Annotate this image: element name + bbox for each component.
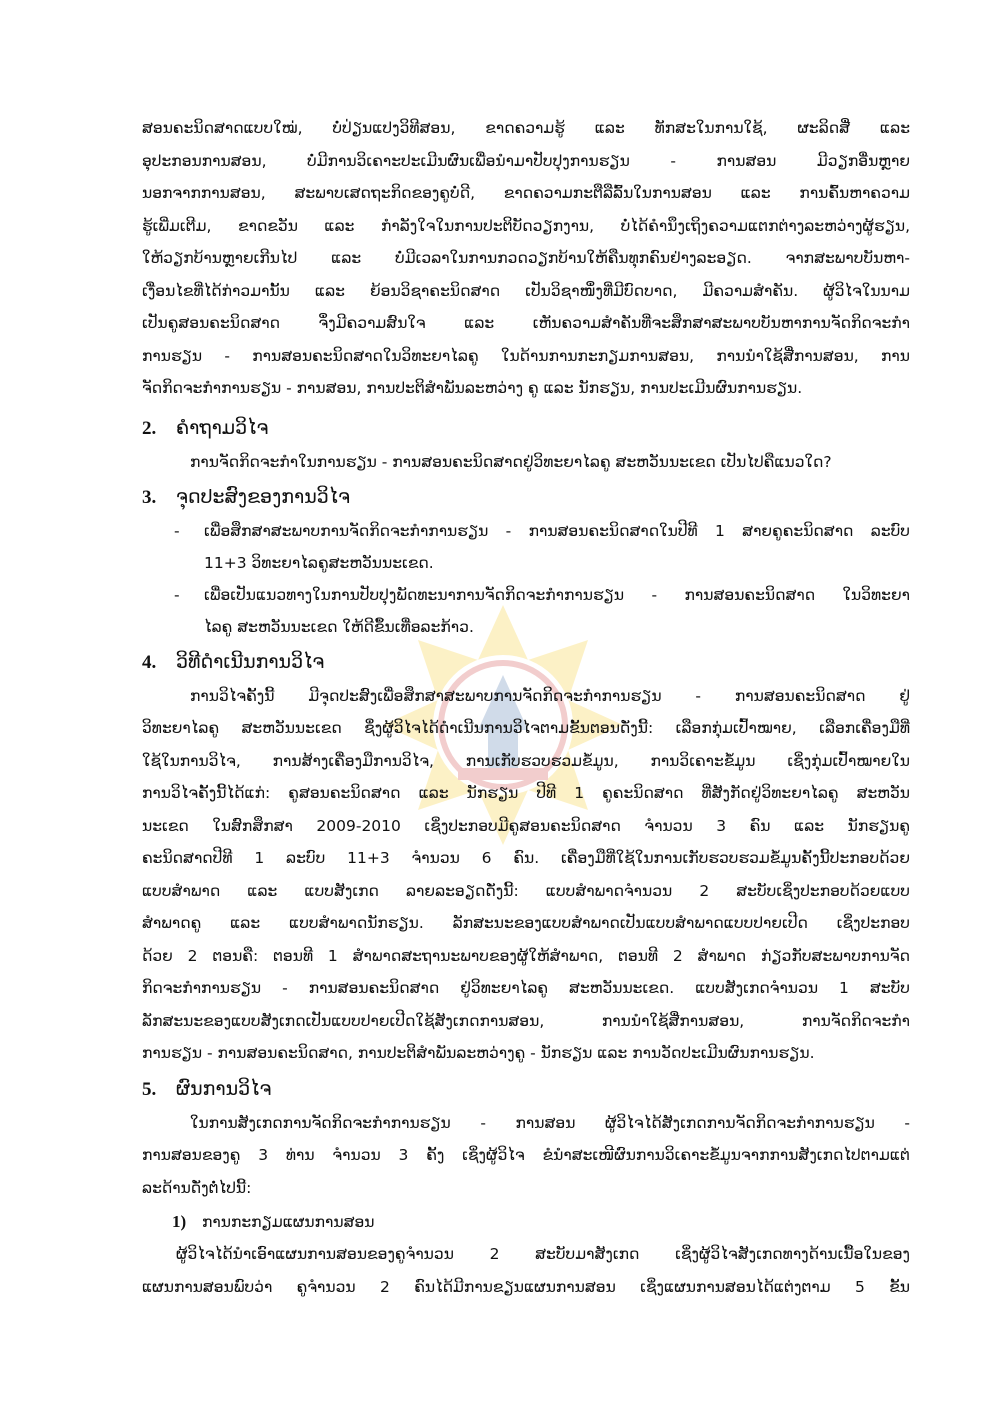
objective-item [174, 579, 910, 643]
section-number: 3. [142, 486, 157, 508]
text-line: ສອນຄະນິດສາດແບບໃໝ່, ບໍ່ປ່ຽນແປງວິທີສອນ, ຂາດຄວາມຮູ້ ແລະ ທັກສະໃນການໃຊ້, ຜະລິດສື່ ແລະ [142, 119, 910, 137]
bullet-dash: - [174, 585, 180, 604]
text-line: ການວິໄຈຄັ້ງນີ້ໄດ້ແກ່: ຄູສອນຄະນິດສາດ ແລະ ນັກຮຽນ ປີທີ 1 ຄູຄະນິດສາດ ທີ່ສັງກັດຢູ່ວິທະຍາໄລຄູ ສະຫວັນ [142, 784, 910, 802]
text-line: ລະດ້ານດັ່ງຕໍ່ໄປນີ້: [142, 1178, 252, 1197]
lesson-plan-paragraph [142, 1238, 910, 1303]
text-line: ດ້ວຍ 2 ຕອນຄື: ຕອນທີ 1 ສຳພາດສະຖານະພາບຂອງຜູ້ໃຫ້ສຳພາດ, ຕອນທີ 2 ສຳພາດ ກ່ຽວກັບສະພາບການຈັດ [142, 946, 910, 965]
text-line: 11+3 ວິທະຍາໄລຄູສະຫວັນນະເຂດ. [204, 553, 434, 572]
text-line: ຈັດກິດຈະກຳການຮຽນ - ການສອນ, ການປະຕິສຳພັນລະຫວ່າງ ຄູ ແລະ ນັກຮຽນ, ການປະເມີນຜົນການຮຽນ. [142, 379, 803, 397]
document-page [142, 112, 910, 1303]
text-line: ການສອນຂອງຄູ 3 ທ່ານ ຈຳນວນ 3 ຄັ້ງ ເຊິ່ງຜູ້ວິໄຈ ຂໍນຳສະເໜີຜົນການວິເຄາະຂໍ້ມູນຈາກການສັງເກດໄປຕາມແຕ່ [142, 1146, 910, 1164]
section-number: 4. [142, 651, 157, 673]
text-line: ເປັນຄູສອນຄະນິດສາດ ຈຶ່ງມີຄວາມສົນໃຈ ແລະ ເຫັນຄວາມສຳຄັນທີ່ຈະສຶກສາສະພາບບັນຫາການຈັດກິດຈະກຳ [142, 314, 910, 332]
text-line: ເພື່ອເປັນແນວທາງໃນການປັບປຸງພັດທະນາການຈັດກິດຈະກຳການຮຽນ - ການສອນຄະນິດສາດ ໃນວິທະຍາ [204, 585, 910, 604]
text-line: ອຸປະກອນການສອນ, ບໍ່ມີການວິເຄາະປະເມີນຜົນເພື່ອນຳມາປັບປຸງການຮຽນ - ການສອນ ມີວຽກອື່ນຫຼາຍ [142, 151, 910, 170]
section-title: ວິທີດຳເນີນການວິໄຈ [176, 650, 325, 673]
subsection-title: ການກະກຽມແຜນການສອນ [202, 1213, 375, 1231]
intro-paragraph [142, 112, 910, 405]
text-line: ວິທະຍາໄລຄູ ສະຫວັນນະເຂດ ຊຶ່ງຜູ້ວິໄຈໄດ້ດຳເນີນການວິໄຈຕາມຂັ້ນຕອນດັ່ງນີ້: ເລືອກກຸ່ມເປົ້າໝາຍ, ເລືອກເຄື່ອງມືທີ່ [142, 719, 910, 737]
section-title: ຈຸດປະສົງຂອງການວິໄຈ [176, 485, 351, 508]
text-line: ຮູ້ເພີ່ມເຕີມ, ຂາດຂວັນ ແລະ ກຳລັງໃຈໃນການປະຕິບັດວຽກງານ, ບໍ່ໄດ້ຄຳນຶງເຖິງຄວາມແຕກຕ່າງລະຫວ່າງຜູ້ຮຽນ, [142, 216, 910, 235]
text-line: ນະເຂດ ໃນສົກສຶກສາ 2009-2010 ເຊິ່ງປະກອບມີຄູສອນຄະນິດສາດ ຈຳນວນ 3 ຄົນ ແລະ ນັກຮຽນຄູ [142, 816, 910, 835]
text-line: ໃນການສັງເກດການຈັດກິດຈະກຳການຮຽນ - ການສອນ ຜູ້ວິໄຈໄດ້ສັງເກດການຈັດກິດຈະກຳການຮຽນ - [190, 1113, 910, 1132]
section-number: 2. [142, 417, 157, 439]
research-question: ການຈັດກິດຈະກຳໃນການຮຽນ - ການສອນຄະນິດສາດຢູ່ວິທະຍາໄລຄູ ສະຫວັນນະເຂດ ເປັນໄປຄືແນວໃດ? [190, 452, 832, 471]
text-line: ລັກສະນະຂອງແບບສັງເກດເປັນແບບປາຍເປີດໃຊ້ສັງເກດການສອນ, ການນຳໃຊ້ສື່ການສອນ, ການຈັດກິດຈະກຳ [142, 1011, 910, 1030]
section-number: 5. [142, 1078, 157, 1100]
subsection-heading [172, 1206, 910, 1238]
text-line: ສຳພາດຄູ ແລະ ແບບສຳພາດນັກຮຽນ. ລັກສະນະຂອງແບບສຳພາດເປັນແບບສຳພາດແບບປາຍເປີດ ເຊິ່ງປະກອບ [142, 914, 910, 932]
bullet-dash: - [174, 521, 180, 540]
text-line: ການຮຽນ - ການສອນຄະນິດສາດ, ການປະຕິສຳພັນລະຫວ່າງຄູ - ນັກຮຽນ ແລະ ການວັດປະເມີນຜົນການຮຽນ. [142, 1044, 815, 1062]
text-line: ໃຫ້ວຽກບ້ານຫຼາຍເກີນໄປ ແລະ ບໍ່ມີເວລາໃນການກວດວຽກບ້ານໃຫ້ຄືນທຸກຄົນຢ່າງລະອຽດ. ຈາກສະພາບບັນຫາ- [142, 249, 910, 267]
text-line: ຄະນິດສາດປີທີ 1 ລະບົບ 11+3 ຈຳນວນ 6 ຄົນ. ເຄື່ອງມືທີ່ໃຊ້ໃນການເກັບຮວບຮວມຂໍ້ມູນຄັ້ງນີ້ປະກອບດ້ວຍ [142, 849, 910, 867]
text-line: ເງື່ອນໄຂທີ່ໄດ້ກ່າວມານັ້ນ ແລະ ຍ້ອນວິຊາຄະນິດສາດ ເປັນວິຊາໜຶ່ງທີ່ມີບົດບາດ, ມີຄວາມສຳຄັນ. ຜູ້ວິໄຈໃນນາມ [142, 281, 910, 300]
text-line: ໃຊ້ໃນການວິໄຈ, ການສ້າງເຄື່ອງມືການວິໄຈ, ການເກັບຮວບຮວມຂໍ້ມູນ, ການວິເຄາະຂໍ້ມູນ ເຊິ່ງກຸ່ມເປົ້າໝາຍໃນ [142, 751, 910, 770]
section-title: ຜົນການວິໄຈ [176, 1077, 272, 1100]
methodology-paragraph [142, 680, 910, 1070]
section-heading-2 [142, 411, 910, 446]
results-paragraph [142, 1107, 910, 1205]
text-line: ການຮຽນ - ການສອນຄະນິດສາດໃນວິທະຍາໄລຄູ ໃນດ້ານການກະກຽມການສອນ, ການນຳໃຊ້ສື່ການສອນ, ການ [142, 346, 910, 365]
text-line: ຜູ້ວິໄຈໄດ້ນຳເອົາແຜນການສອນຂອງຄູຈຳນວນ 2 ສະບັບມາສັງເກດ ເຊິ່ງຜູ້ວິໄຈສັງເກດທາງດ້ານເນື້ອໃນຂອງ [176, 1245, 910, 1263]
section-title: ຄຳຖາມວິໄຈ [176, 416, 269, 439]
subsection-number: 1) [172, 1212, 187, 1231]
text-line: ແຜນການສອນພົບວ່າ ຄູຈຳນວນ 2 ຄົນໄດ້ມີການຂຽນແຜນການສອນ ເຊິ່ງແຜນການສອນໄດ້ແຕ່ງຕາມ 5 ຂັ້ນ [142, 1277, 910, 1296]
section-heading-3 [142, 480, 910, 515]
text-line: ກິດຈະກຳການຮຽນ - ການສອນຄະນິດສາດ ຢູ່ວິທະຍາໄລຄູ ສະຫວັນນະເຂດ. ແບບສັງເກດຈຳນວນ 1 ສະບັບ [142, 979, 910, 997]
text-line: ເພື່ອສຶກສາສະພາບການຈັດກິດຈະກຳການຮຽນ - ການສອນຄະນິດສາດໃນປີທີ 1 ສາຍຄູຄະນິດສາດ ລະບົບ [204, 521, 910, 540]
text-line: ໄລຄູ ສະຫວັນນະເຂດ ໃຫ້ດີຂຶ້ນເທື່ອລະກ້າວ. [204, 617, 474, 636]
objective-item [174, 515, 910, 579]
text-line: ແບບສຳພາດ ແລະ ແບບສັງເກດ ລາຍລະອຽດດັ່ງນີ້: ແບບສຳພາດຈຳນວນ 2 ສະບັບເຊິ່ງປະກອບດ້ວຍແບບ [142, 881, 910, 900]
section-heading-4 [142, 645, 910, 680]
text-line: ນອກຈາກການສອນ, ສະພາບເສດຖະກິດຂອງຄູບໍ່ດີ, ຂາດຄວາມກະຕືລືລົ້ນໃນການສອນ ແລະ ການຄົ້ນຫາຄວາມ [142, 184, 910, 202]
text-line: ການວິໄຈຄັ້ງນີ້ ມີຈຸດປະສົງເພື່ອສຶກສາສະພາບການຈັດກິດຈະກຳການຮຽນ - ການສອນຄະນິດສາດ ຢູ່ [190, 686, 910, 705]
section-heading-5 [142, 1072, 910, 1107]
